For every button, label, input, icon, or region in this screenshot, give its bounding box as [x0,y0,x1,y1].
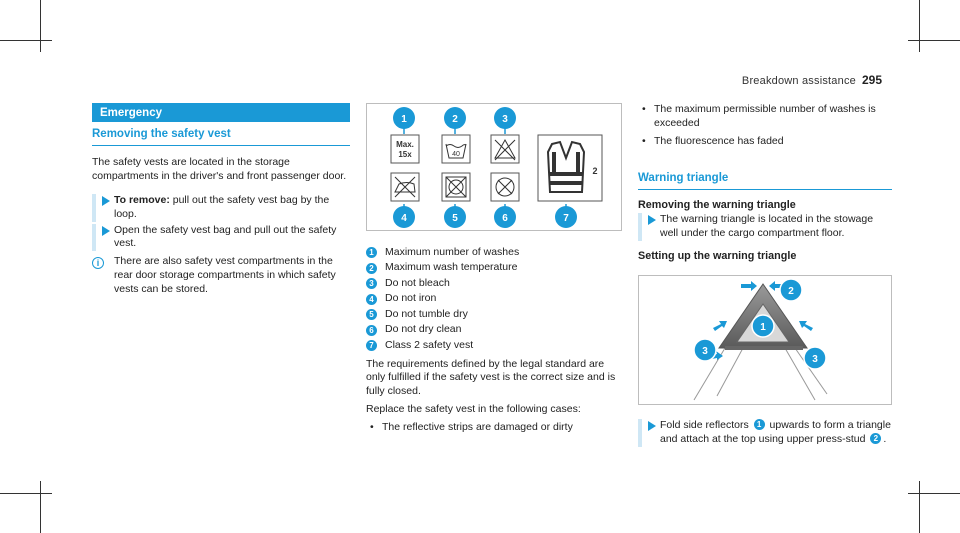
svg-text:3: 3 [812,353,818,365]
callout-7 [555,204,577,228]
callout-2 [780,279,802,301]
svg-text:15x: 15x [398,150,412,159]
step-marker [92,224,114,252]
play-arrow-icon [102,226,110,236]
crop-mark [0,40,52,41]
step-open [92,224,350,252]
legend-number: 4 [366,294,377,305]
svg-text:Max.: Max. [396,140,414,149]
no-tumble-dry-icon [442,173,470,201]
step-label: To remove: [114,193,170,206]
warning-triangle-illustration [639,276,891,404]
callout-2 [444,107,466,134]
no-dry-clean-icon [491,173,519,201]
legend-text: Class 2 safety vest [385,338,474,351]
legend-item [366,323,622,339]
step-fold [638,419,892,447]
step-marker [92,194,114,222]
page-header [742,73,882,89]
legend-text: Do not dry clean [385,323,462,336]
legend-number: 6 [366,325,377,336]
step-marker [638,419,660,447]
legend-number: 2 [366,263,377,274]
callout-3 [494,107,516,134]
inline-callout: 1 [754,419,765,430]
legend-text: Maximum number of washes [385,245,520,258]
svg-text:2: 2 [788,285,794,297]
bullet-text: The fluorescence has faded [654,134,784,147]
svg-text:4: 4 [401,213,407,224]
bullet-dot: • [642,103,646,115]
step-text: . [883,432,887,445]
crop-mark [40,0,41,52]
section-banner: Emergency [92,103,350,122]
column-right [638,103,892,447]
crop-mark [919,481,920,533]
section-title: Breakdown assistance [741,75,856,87]
legend-text: Do not iron [385,292,437,305]
note-text: There are also safety vest compartments in the rear door storage compartments in which safety vests can be stored. [114,255,336,296]
bullet-item [638,135,892,149]
play-arrow-icon [102,196,110,206]
crop-mark [919,0,920,52]
crop-mark [908,493,960,494]
warning-triangle-figure [638,275,892,405]
svg-text:40: 40 [452,151,460,158]
bullet-dot: • [642,134,646,147]
wash-temperature-icon [442,135,470,163]
legend-item [366,261,622,277]
step-text: upwards to form a triangle and attach at the top using upper press-stud [660,418,891,445]
page-number: 295 [861,73,882,87]
legend-item [366,276,622,292]
svg-text:2: 2 [592,166,598,176]
column-left [92,103,350,297]
intro-text: The safety vests are located in the storage compartments in the driver's and front passenger door. [92,156,347,183]
figure-legend [366,245,622,354]
callout-3-left [694,339,716,361]
svg-text:5: 5 [452,213,458,224]
subheading-removing: Removing the warning triangle [638,198,796,211]
care-symbols-figure [366,103,622,231]
svg-text:3: 3 [502,114,508,125]
bullet-text: The reflective strips are damaged or dirty [382,420,573,433]
svg-text:3: 3 [702,345,708,357]
bullet-text: The maximum permissible number of washes is exceeded [654,103,876,129]
legend-number: 7 [366,340,377,351]
callout-4 [393,204,415,228]
step-text: The warning triangle is located in the stowage well under the cargo compartment floor. [660,213,874,239]
replace-intro: Replace the safety vest in the following cases: [366,403,581,416]
bullet-item [366,421,622,435]
legend-item [366,307,622,323]
legend-item [366,338,622,354]
svg-text:1: 1 [760,321,766,333]
crop-mark [0,493,52,494]
callout-1 [393,107,415,134]
callout-1 [752,315,774,337]
play-arrow-icon [648,215,656,225]
step-location [638,213,892,241]
bullet-dot: • [370,420,374,433]
bullet-item [638,103,892,131]
legend-text: Do not bleach [385,276,450,289]
info-note [92,255,350,297]
svg-text:6: 6 [502,213,508,224]
legend-item [366,245,622,261]
column-middle [366,103,622,435]
legend-text: Do not tumble dry [385,307,468,320]
legend-number: 1 [366,247,377,258]
inline-callout: 2 [870,433,881,444]
callout-6 [494,204,516,228]
no-bleach-icon [491,135,519,163]
svg-text:1: 1 [401,114,407,125]
svg-text:7: 7 [563,213,569,224]
safety-vest-icon [538,135,602,201]
callout-3-right [804,347,826,369]
callout-5 [444,204,466,228]
legend-number: 5 [366,309,377,320]
legend-item [366,292,622,308]
subheading-setting-up: Setting up the warning triangle [638,249,797,262]
step-text: Fold side reflectors [660,418,752,431]
svg-text:2: 2 [452,114,458,125]
no-iron-icon [391,173,419,201]
crop-mark [40,481,41,533]
heading-safety-vest: Removing the safety vest [92,127,350,146]
info-icon: i [92,257,104,269]
legend-text: Maximum wash temperature [385,261,518,274]
care-symbols-illustration [367,104,621,230]
step-text: pull out the safety vest bag by the loop. [114,193,330,220]
crop-mark [908,40,960,41]
max-washes-icon [391,135,419,163]
requirements-text: The requirements defined by the legal standard are only fulfilled if the safety vest is the correct size and is fully closed. [366,357,616,398]
step-remove [92,194,350,222]
step-text: Open the safety vest bag and pull out the safety vest. [114,223,337,250]
play-arrow-icon [648,421,656,431]
step-marker [638,213,660,241]
heading-warning-triangle: Warning triangle [638,171,892,190]
legend-number: 3 [366,278,377,289]
